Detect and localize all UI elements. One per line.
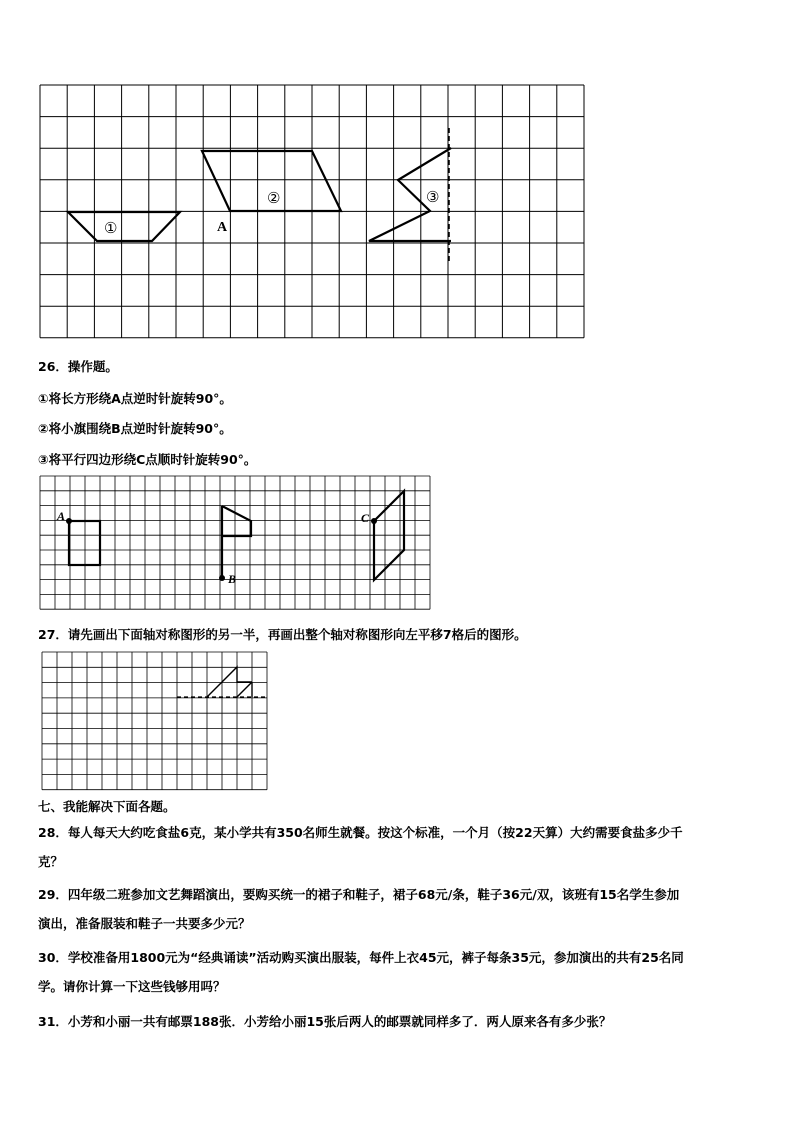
shape-1-trapezoid (68, 212, 180, 241)
rectangle-shape (69, 521, 100, 565)
q29-line-2: 演出，准备服装和鞋子一共要多少元？ (38, 916, 251, 931)
half-figure-part-2 (237, 682, 252, 697)
point-c-dot (371, 518, 377, 524)
figure-1-grid (0, 0, 794, 345)
shape-2-label: ② (267, 191, 281, 207)
q26-heading: 26．操作题。 (38, 359, 118, 374)
q26-item-3: ③将平行四边形绕C点顺时针旋转90°。 (38, 452, 257, 467)
q31-line-1: 31．小芳和小丽一共有邮票188张．小芳给小丽15张后两人的邮票就同样多了．两人原来各有多少张？ (38, 1014, 612, 1029)
point-c-label: C (361, 511, 370, 525)
point-a-label: A (217, 220, 228, 235)
q30-line-1: 30．学校准备用1800元为“经典诵读”活动购买演出服装，每件上衣45元，裤子每条35元，参加演出的共有25名同 (38, 950, 684, 965)
point-b-label: B (228, 572, 237, 586)
q30-line-2: 学。请你计算一下这些钱够用吗？ (38, 979, 226, 994)
shape-1-label: ① (104, 221, 118, 237)
point-a-dot (66, 518, 72, 524)
q26-item-2: ②将小旗围绕B点逆时针旋转90°。 (38, 421, 232, 436)
figure-2-grid (0, 470, 794, 615)
flag-banner (222, 506, 251, 536)
q27-text: 27．请先画出下面轴对称图形的另一半，再画出整个轴对称图形向左平移7格后的图形。 (38, 627, 527, 642)
figure-3-grid (0, 645, 794, 795)
half-figure (207, 667, 252, 697)
point-a-label-2: A (57, 509, 66, 523)
shape-3-label: ③ (426, 190, 440, 206)
q26-item-1: ①将长方形绕A点逆时针旋转90°。 (38, 391, 232, 406)
q28-line-1: 28．每人每天大约吃食盐6克，某小学共有350名师生就餐。按这个标准，一个月（按22天算）大约需要食盐多少千 (38, 825, 683, 840)
point-b-dot (219, 575, 225, 581)
q29-line-1: 29．四年级二班参加文艺舞蹈演出，要购买统一的裙子和鞋子，裙子68元/条，鞋子36元/双，该班有15名学生参加 (38, 887, 680, 902)
section-7-heading: 七、我能解决下面各题。 (38, 799, 176, 814)
q28-line-2: 克？ (38, 854, 64, 869)
